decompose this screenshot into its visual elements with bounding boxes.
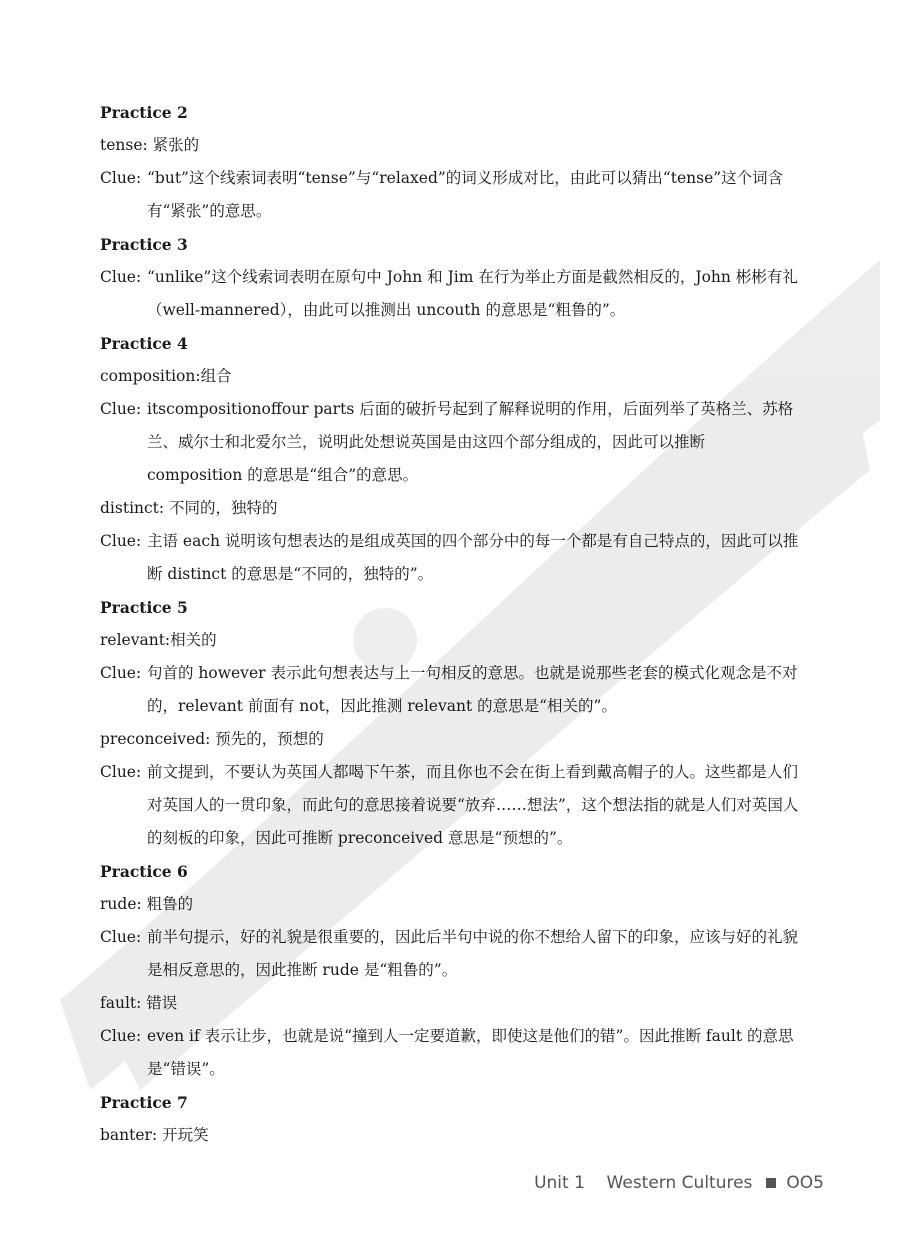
footer-unit: Unit 1 bbox=[534, 1173, 585, 1193]
term-definition: tense: 紧张的 bbox=[100, 136, 200, 154]
term-definition: rude: 粗鲁的 bbox=[100, 895, 194, 913]
practice-heading: Practice 5 bbox=[100, 598, 188, 617]
clue-label: Clue: bbox=[100, 664, 142, 682]
page-number: OO5 bbox=[786, 1173, 824, 1193]
clue-label: Clue: bbox=[100, 169, 142, 187]
clue-label: Clue: bbox=[100, 532, 142, 550]
square-icon bbox=[766, 1178, 776, 1188]
page-content bbox=[100, 96, 805, 1152]
clue-label: Clue: bbox=[100, 763, 142, 781]
clue-entry bbox=[100, 1020, 805, 1086]
clue-entry bbox=[100, 921, 805, 987]
clue-label: Clue: bbox=[100, 268, 142, 286]
term-definition: distinct: 不同的，独特的 bbox=[100, 499, 278, 517]
footer-title: Western Cultures bbox=[606, 1173, 753, 1193]
clue-label: Clue: bbox=[100, 400, 142, 418]
clue-label: Clue: bbox=[100, 1027, 142, 1045]
clue-text: 句首的 however 表示此句想表达与上一句相反的意思。也就是说那些老套的模式化观念是不对的，relevant 前面有 not，因此推测 relevant 的意思是“相关的”。 bbox=[147, 664, 798, 715]
clue-entry bbox=[100, 657, 805, 723]
clue-text: 主语 each 说明该句想表达的是组成英国的四个部分中的每一个都是有自己特点的，因此可以推断 distinct 的意思是“不同的，独特的”。 bbox=[147, 532, 799, 583]
practice-heading: Practice 6 bbox=[100, 862, 188, 881]
term-definition: preconceived: 预先的，预想的 bbox=[100, 730, 324, 748]
clue-text: even if 表示让步，也就是说“撞到人一定要道歉，即使这是他们的错”。因此推断 fault 的意思是“错误”。 bbox=[147, 1027, 794, 1078]
clue-text: 前文提到，不要认为英国人都喝下午茶，而且你也不会在街上看到戴高帽子的人。这些都是人们对英国人的一贯印象，而此句的意思接着说要“放弃……想法”，这个想法指的就是人们对英国人的刻板的印象，因此可推断 preconceived 意思是“预想的”。 bbox=[147, 763, 799, 847]
page-footer bbox=[534, 1173, 824, 1193]
practice-heading: Practice 2 bbox=[100, 103, 188, 122]
clue-text: “unlike”这个线索词表明在原句中 John 和 Jim 在行为举止方面是截然相反的，John 彬彬有礼（well-mannered），由此可以推测出 uncouth 的意思是“粗鲁的”。 bbox=[147, 268, 798, 319]
clue-text: itscompositionoffour parts 后面的破折号起到了解释说明的作用，后面列举了英格兰、苏格兰、威尔士和北爱尔兰，说明此处想说英国是由这四个部分组成的，因此可以推断 composition 的意思是“组合”的意思。 bbox=[147, 400, 794, 484]
clue-label: Clue: bbox=[100, 928, 142, 946]
clue-entry bbox=[100, 525, 805, 591]
practice-heading: Practice 4 bbox=[100, 334, 188, 353]
term-definition: relevant:相关的 bbox=[100, 631, 217, 649]
term-definition: banter: 开玩笑 bbox=[100, 1126, 209, 1144]
practice-heading: Practice 7 bbox=[100, 1093, 188, 1112]
term-definition: fault: 错误 bbox=[100, 994, 178, 1012]
clue-entry bbox=[100, 162, 805, 228]
clue-entry bbox=[100, 756, 805, 855]
clue-entry bbox=[100, 261, 805, 327]
clue-entry bbox=[100, 393, 805, 492]
practice-heading: Practice 3 bbox=[100, 235, 188, 254]
term-definition: composition:组合 bbox=[100, 367, 232, 385]
clue-text: “but”这个线索词表明“tense”与“relaxed”的词义形成对比，由此可以猜出“tense”这个词含有“紧张”的意思。 bbox=[147, 169, 784, 220]
clue-text: 前半句提示，好的礼貌是很重要的，因此后半句中说的你不想给人留下的印象，应该与好的礼貌是相反意思的，因此推断 rude 是“粗鲁的”。 bbox=[147, 928, 799, 979]
